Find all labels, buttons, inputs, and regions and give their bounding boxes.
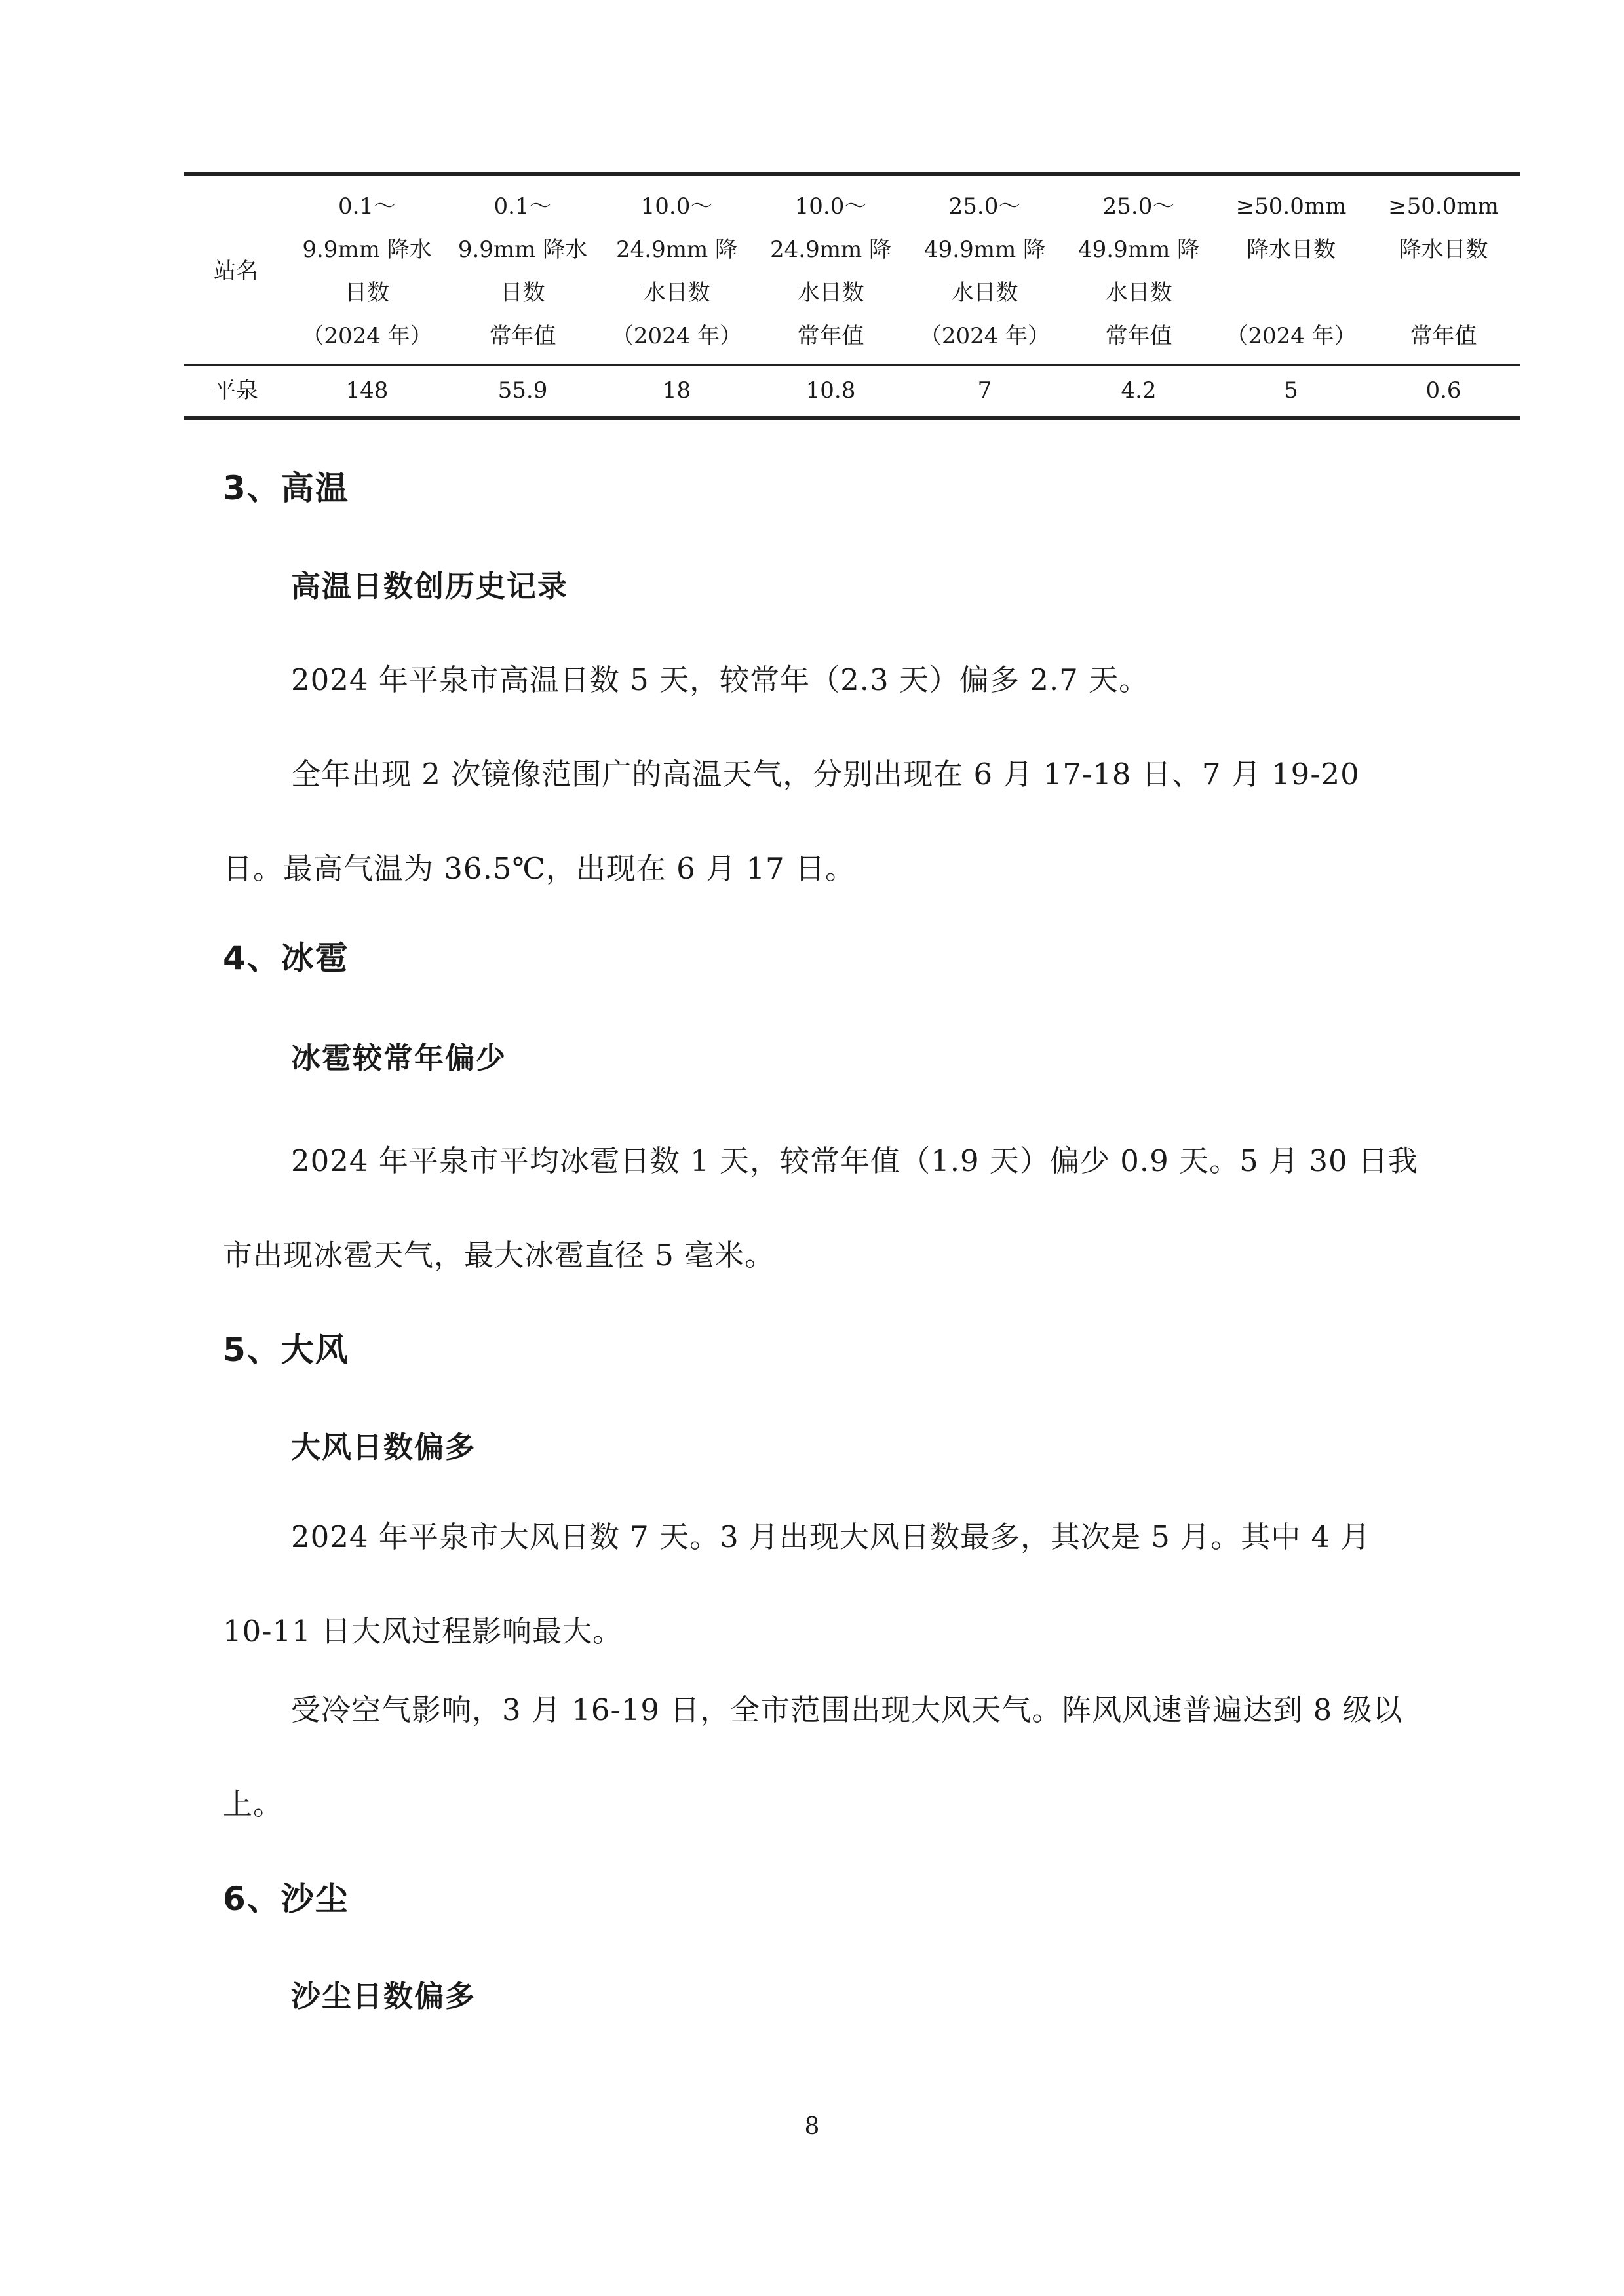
header-station: 站名 [184, 174, 288, 366]
paragraph: 2024 年平泉市高温日数 5 天，较常年（2.3 天）偏多 2.7 天。 [291, 662, 1150, 697]
header-col-4: 10.0～ 24.9mm 降 水日数 常年值 [754, 174, 908, 366]
header-col-7: ≥50.0mm 降水日数 （2024 年） [1216, 174, 1366, 366]
header-col-5: 25.0～ 49.9mm 降 水日数 （2024 年） [908, 174, 1062, 366]
cell-value: 0.6 [1425, 377, 1461, 404]
section-heading: 3、高温 [223, 469, 349, 507]
section-subheading: 冰雹较常年偏少 [291, 1041, 507, 1075]
cell-station: 平泉 [214, 377, 258, 404]
cell-value: 55.9 [497, 377, 548, 404]
section-subheading: 沙尘日数偏多 [291, 1979, 476, 2014]
paragraph: 受冷空气影响，3 月 16-19 日，全市范围出现大风天气。阵风风速普遍达到 8 级以上。 [223, 1693, 1403, 1822]
cell-value: 10.8 [805, 377, 856, 404]
cell-value: 148 [345, 377, 389, 404]
table-row [184, 366, 1520, 419]
header-col-1: 0.1～ 9.9mm 降水 日数 （2024 年） [288, 174, 446, 366]
precipitation-days-table [184, 172, 1520, 420]
paragraph: 2024 年平泉市大风日数 7 天。3 月出现大风日数最多，其次是 5 月。其中 4 月 10-11 日大风过程影响最大。 [223, 1520, 1371, 1649]
table-header-row [184, 174, 1520, 366]
header-col-8: ≥50.0mm 降水日数 常年值 [1366, 174, 1520, 366]
header-col-6: 25.0～ 49.9mm 降 水日数 常年值 [1062, 174, 1216, 366]
paragraph: 2024 年平泉市平均冰雹日数 1 天，较常年值（1.9 天）偏少 0.9 天。5 月 30 日我市出现冰雹天气，最大冰雹直径 5 毫米。 [223, 1143, 1418, 1272]
section-heading: 6、沙尘 [223, 1880, 349, 1918]
section-heading: 4、冰雹 [223, 939, 349, 977]
section-subheading: 高温日数创历史记录 [291, 569, 569, 603]
header-col-2: 0.1～ 9.9mm 降水 日数 常年值 [446, 174, 600, 366]
section-subheading: 大风日数偏多 [291, 1430, 476, 1464]
section-heading: 5、大风 [223, 1331, 349, 1369]
page-number: 8 [804, 2113, 820, 2140]
header-col-3: 10.0～ 24.9mm 降 水日数 （2024 年） [600, 174, 754, 366]
cell-value: 7 [977, 377, 992, 404]
paragraph: 全年出现 2 次镜像范围广的高温天气，分别出现在 6 月 17-18 日、7 月 19-20 日。最高气温为 36.5℃，出现在 6 月 17 日。 [223, 757, 1360, 886]
cell-value: 5 [1284, 377, 1298, 404]
cell-value: 4.2 [1121, 377, 1157, 404]
cell-value: 18 [662, 377, 691, 404]
